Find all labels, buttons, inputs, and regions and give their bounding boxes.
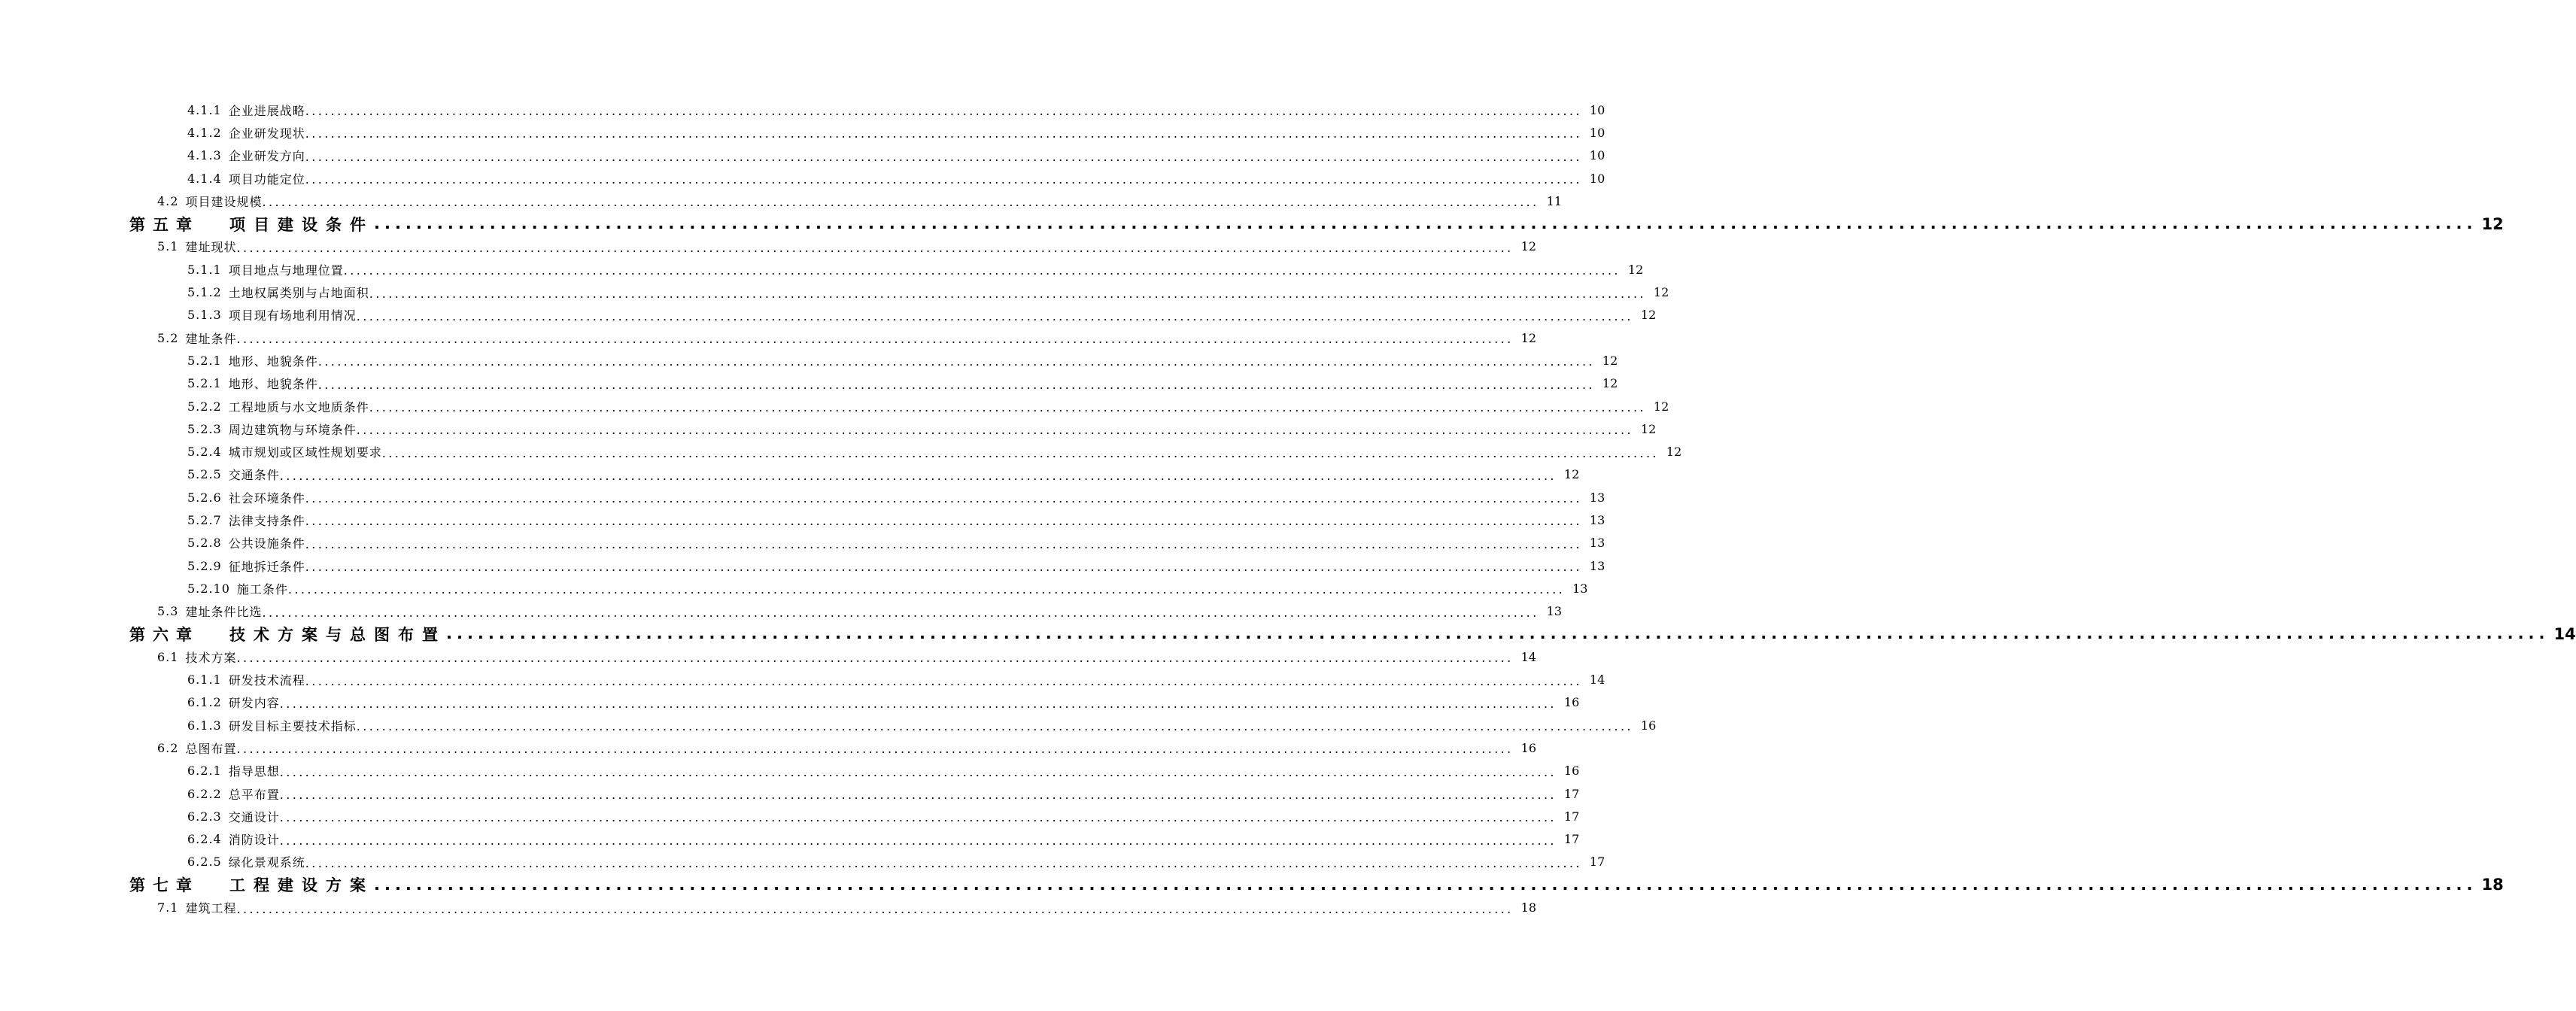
toc-entry-title: 周边建筑物与环境条件 — [228, 422, 357, 437]
toc-dot-leader: ........................................................................................................................................................................................................ — [279, 468, 1557, 483]
toc-entry-number: 5.2.9 — [187, 558, 222, 573]
toc-entry-page-number: 12 — [1640, 421, 1657, 436]
toc-entry[interactable] — [0, 121, 1605, 144]
toc-entry[interactable] — [0, 395, 1669, 417]
toc-entry-number: 第七章 — [129, 876, 199, 895]
toc-entry-number: 5.2.1 — [187, 353, 222, 368]
toc-entry-title: 技术方案 — [185, 650, 237, 665]
toc-dot-leader: ........................................................................................................................................................................................................ — [236, 901, 1514, 916]
toc-entry[interactable] — [0, 167, 1605, 190]
toc-entry-number: 5.2 — [157, 330, 179, 345]
toc-dot-leader: ........................................................................................................................................................................................................ — [262, 605, 1539, 620]
toc-entry[interactable] — [0, 532, 1605, 554]
toc-entry-title: 施工条件 — [236, 581, 288, 597]
toc-entry-title: 研发内容 — [228, 696, 280, 711]
toc-entry-title: 研发目标主要技术指标 — [228, 718, 357, 733]
toc-entry-title: 绿化景观系统 — [228, 855, 305, 870]
toc-dot-leader: ........................................................................................................................................................................................................ — [317, 377, 1595, 392]
toc-entry-number: 5.3 — [157, 604, 179, 619]
toc-entry-title: 企业研发方向 — [228, 149, 305, 164]
toc-entry-title: 交通设计 — [228, 809, 280, 824]
toc-dot-leader: ........................................................................................................................................................................................................ — [374, 214, 2477, 233]
toc-entry[interactable] — [0, 235, 1537, 258]
toc-entry-number: 6.1.3 — [187, 718, 222, 733]
toc-entry-title: 建址条件比选 — [185, 605, 263, 620]
toc-entry-number: 4.1.2 — [187, 125, 222, 140]
toc-entry[interactable] — [0, 281, 1669, 303]
toc-dot-leader: ........................................................................................................................................................................................................ — [305, 673, 1582, 688]
toc-dot-leader: ........................................................................................................................................................................................................ — [236, 651, 1514, 666]
toc-entry-page-number: 14 — [1589, 672, 1605, 688]
toc-entry-title: 建址条件 — [185, 331, 237, 346]
toc-entry-page-number: 12 — [1563, 467, 1580, 482]
toc-entry[interactable] — [0, 258, 1644, 281]
toc-entry-title: 项目功能定位 — [228, 172, 305, 187]
toc-dot-leader: ........................................................................................................................................................................................................ — [356, 719, 1633, 734]
toc-entry[interactable] — [0, 326, 1537, 349]
toc-entry[interactable] — [0, 760, 1580, 782]
toc-entry[interactable] — [0, 509, 1605, 531]
toc-entry-title: 社会环境条件 — [228, 490, 305, 506]
toc-entry-number: 6.1 — [157, 649, 179, 664]
toc-entry-page-number: 17 — [1563, 809, 1580, 824]
toc-entry[interactable] — [0, 99, 1605, 121]
toc-entry-number: 6.2.5 — [187, 855, 222, 870]
toc-entry-page-number: 18 — [2481, 876, 2504, 894]
toc-dot-leader: ........................................................................................................................................................................................................ — [236, 240, 1514, 255]
toc-entry-page-number: 12 — [1627, 262, 1644, 277]
toc-entry[interactable] — [0, 144, 1605, 167]
toc-entry[interactable] — [0, 736, 1537, 759]
toc-entry-title: 项目建设规模 — [185, 194, 263, 209]
toc-entry-page-number: 17 — [1589, 855, 1605, 870]
toc-entry-number: 5.1 — [157, 239, 179, 254]
toc-entry[interactable] — [0, 304, 1657, 326]
toc-dot-leader: ........................................................................................................................................................................................................ — [279, 810, 1557, 825]
toc-entry-page-number: 13 — [1572, 581, 1588, 596]
toc-entry[interactable] — [0, 782, 1580, 805]
toc-entry-title: 工程地质与水文地质条件 — [228, 399, 369, 414]
toc-entry[interactable] — [0, 691, 1580, 714]
toc-chapter-entry[interactable] — [0, 212, 2504, 235]
toc-entry-title: 土地权属类别与占地面积 — [228, 286, 369, 301]
toc-entry[interactable] — [0, 896, 1537, 918]
toc-entry-page-number: 13 — [1589, 536, 1605, 551]
toc-entry-page-number: 10 — [1589, 125, 1605, 140]
toc-entry[interactable] — [0, 577, 1588, 600]
toc-entry-number: 6.2 — [157, 740, 179, 755]
toc-dot-leader: ........................................................................................................................................................................................................ — [305, 536, 1582, 551]
toc-entry[interactable] — [0, 190, 1563, 212]
toc-dot-leader: ........................................................................................................................................................................................................ — [374, 875, 2477, 894]
toc-entry-page-number: 16 — [1563, 695, 1580, 710]
toc-entry-title: 企业进展战略 — [228, 103, 305, 118]
toc-entry-number: 5.2.8 — [187, 536, 222, 551]
toc-entry-number: 6.2.3 — [187, 809, 222, 824]
toc-chapter-entry[interactable] — [0, 873, 2504, 896]
toc-dot-leader: ........................................................................................................................................................................................................ — [236, 332, 1514, 347]
toc-entry-title: 项目现有场地利用情况 — [228, 308, 357, 323]
toc-entry-page-number: 12 — [1653, 285, 1669, 300]
toc-dot-leader: ........................................................................................................................................................................................................ — [369, 400, 1646, 414]
toc-entry[interactable] — [0, 372, 1618, 395]
toc-entry[interactable] — [0, 349, 1618, 372]
toc-dot-leader: ........................................................................................................................................................................................................ — [236, 742, 1514, 757]
toc-entry-number: 5.2.2 — [187, 399, 222, 414]
toc-entry[interactable] — [0, 554, 1605, 577]
toc-entry-number: 6.1.1 — [187, 672, 222, 688]
toc-dot-leader: ........................................................................................................................................................................................................ — [287, 582, 1566, 597]
toc-entry-number: 5.2.7 — [187, 512, 222, 527]
toc-entry-number: 5.2.5 — [187, 467, 222, 482]
toc-entry-page-number: 12 — [1640, 308, 1657, 323]
toc-entry-number: 6.2.1 — [187, 764, 222, 779]
toc-dot-leader: ........................................................................................................................................................................................................ — [305, 172, 1582, 187]
toc-entry-title: 研发技术流程 — [228, 673, 305, 688]
toc-entry[interactable] — [0, 828, 1580, 851]
toc-entry-page-number: 12 — [1520, 239, 1537, 254]
toc-entry[interactable] — [0, 463, 1580, 486]
toc-dot-leader: ........................................................................................................................................................................................................ — [305, 104, 1582, 119]
toc-dot-leader: ........................................................................................................................................................................................................ — [356, 423, 1633, 438]
toc-dot-leader: ........................................................................................................................................................................................................ — [356, 308, 1633, 323]
toc-entry-number: 5.1.2 — [187, 285, 222, 300]
toc-dot-leader: ........................................................................................................................................................................................................ — [305, 855, 1582, 870]
toc-dot-leader: ........................................................................................................................................................................................................ — [369, 286, 1646, 301]
toc-entry-number: 第五章 — [129, 215, 199, 234]
toc-entry-title: 地形、地貌条件 — [228, 354, 318, 369]
toc-entry-page-number: 14 — [1520, 649, 1537, 664]
toc-entry-page-number: 12 — [1520, 330, 1537, 345]
toc-entry-title: 城市规划或区域性规划要求 — [228, 445, 382, 460]
toc-entry-page-number: 17 — [1563, 786, 1580, 801]
toc-dot-leader: ........................................................................................................................................................................................................ — [305, 514, 1582, 529]
toc-entry-number: 5.2.1 — [187, 376, 222, 391]
toc-entry-number: 5.2.4 — [187, 445, 222, 460]
toc-entry-title: 公共设施条件 — [228, 536, 305, 551]
toc-dot-leader: ........................................................................................................................................................................................................ — [446, 624, 2550, 643]
toc-entry-number: 5.2.3 — [187, 421, 222, 436]
toc-entry-page-number: 16 — [1520, 740, 1537, 755]
toc-entry-page-number: 12 — [1653, 399, 1669, 414]
toc-entry-title: 法律支持条件 — [228, 513, 305, 528]
toc-entry[interactable] — [0, 851, 1605, 873]
toc-entry-page-number: 11 — [1546, 193, 1563, 208]
toc-entry-title: 交通条件 — [228, 468, 280, 483]
toc-dot-leader: ........................................................................................................................................................................................................ — [305, 491, 1582, 506]
toc-entry-page-number: 16 — [1640, 718, 1657, 733]
toc-entry-number: 6.2.4 — [187, 832, 222, 847]
toc-entry-title: 征地拆迁条件 — [228, 559, 305, 574]
toc-entry-page-number: 10 — [1589, 102, 1605, 117]
toc-entry-page-number: 12 — [1602, 376, 1618, 391]
toc-entry-number: 4.1.1 — [187, 102, 222, 117]
toc-dot-leader: ........................................................................................................................................................................................................ — [317, 354, 1595, 369]
toc-entry[interactable] — [0, 714, 1657, 736]
toc-entry-number: 第六章 — [129, 625, 199, 644]
toc-entry-number: 5.2.6 — [187, 490, 222, 505]
toc-entry-page-number: 12 — [1602, 353, 1618, 368]
toc-entry-number: 4.2 — [157, 193, 179, 208]
toc-entry-page-number: 13 — [1589, 558, 1605, 573]
toc-entry-number: 6.1.2 — [187, 695, 222, 710]
toc-entry-title: 技术方案与总图布置 — [229, 625, 446, 644]
toc-entry-title: 建址现状 — [185, 240, 237, 255]
toc-entry-page-number: 13 — [1546, 604, 1563, 619]
toc-entry-page-number: 16 — [1563, 764, 1580, 779]
toc-dot-leader: ........................................................................................................................................................................................................ — [343, 263, 1621, 278]
toc-dot-leader: ........................................................................................................................................................................................................ — [305, 560, 1582, 575]
toc-entry[interactable] — [0, 645, 1537, 668]
toc-dot-leader: ........................................................................................................................................................................................................ — [305, 149, 1582, 164]
toc-entry-page-number: 17 — [1563, 832, 1580, 847]
toc-entry-number: 4.1.4 — [187, 171, 222, 186]
toc-dot-leader: ........................................................................................................................................................................................................ — [262, 195, 1539, 210]
toc-entry-page-number: 14 — [2553, 624, 2576, 643]
toc-entry-page-number: 13 — [1589, 490, 1605, 505]
toc-entry-title: 指导思想 — [228, 764, 280, 779]
toc-entry-title: 总平布置 — [228, 787, 280, 802]
toc-entry-number: 5.1.1 — [187, 262, 222, 277]
toc-entry-number: 4.1.3 — [187, 148, 222, 163]
toc-dot-leader: ........................................................................................................................................................................................................ — [305, 126, 1582, 141]
toc-entry-title: 总图布置 — [185, 741, 237, 756]
toc-entry-page-number: 18 — [1520, 900, 1537, 915]
toc-dot-leader: ........................................................................................................................................................................................................ — [279, 833, 1557, 848]
toc-chapter-entry[interactable] — [0, 623, 2576, 645]
toc-dot-leader: ........................................................................................................................................................................................................ — [279, 764, 1557, 779]
table-of-contents — [0, 99, 2576, 919]
toc-entry-page-number: 10 — [1589, 171, 1605, 186]
toc-entry-page-number: 12 — [1666, 445, 1682, 460]
toc-entry-title: 工程建设方案 — [229, 876, 374, 895]
toc-entry-page-number: 12 — [2481, 214, 2504, 233]
toc-entry[interactable] — [0, 805, 1580, 827]
toc-entry-title: 地形、地貌条件 — [228, 377, 318, 392]
toc-dot-leader: ........................................................................................................................................................................................................ — [279, 788, 1557, 803]
toc-entry-page-number: 13 — [1589, 512, 1605, 527]
toc-entry-title: 项目地点与地理位置 — [228, 263, 344, 278]
toc-entry[interactable] — [0, 417, 1657, 440]
toc-entry-title: 建筑工程 — [185, 901, 237, 916]
toc-entry-number: 5.2.10 — [187, 581, 230, 596]
toc-dot-leader: ........................................................................................................................................................................................................ — [381, 445, 1659, 460]
toc-entry-number: 6.2.2 — [187, 786, 222, 801]
toc-entry-number: 5.1.3 — [187, 308, 222, 323]
toc-dot-leader: ........................................................................................................................................................................................................ — [279, 696, 1557, 711]
toc-entry[interactable] — [0, 668, 1605, 691]
toc-entry-page-number: 10 — [1589, 148, 1605, 163]
toc-entry[interactable] — [0, 600, 1563, 623]
toc-entry[interactable] — [0, 486, 1605, 509]
toc-entry-title: 项目建设条件 — [229, 215, 374, 234]
toc-entry-number: 7.1 — [157, 900, 179, 915]
toc-entry[interactable] — [0, 440, 1682, 463]
toc-entry-title: 企业研发现状 — [228, 126, 305, 141]
toc-entry-title: 消防设计 — [228, 833, 280, 848]
